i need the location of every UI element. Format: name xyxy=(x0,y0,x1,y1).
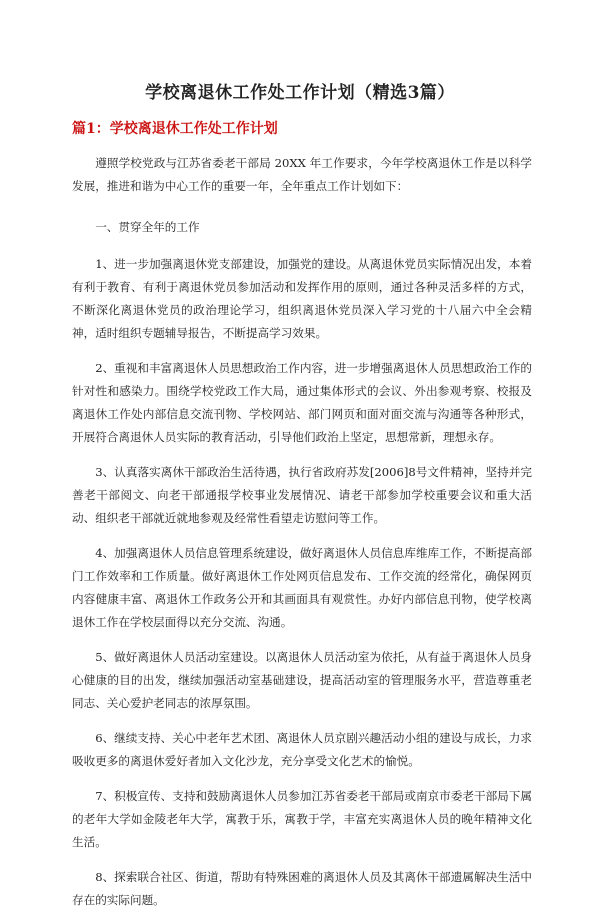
document-body xyxy=(72,152,532,924)
intro-paragraph: 遵照学校党政与江苏省委老干部局 20XX 年工作要求，今年学校离退休工作是以科学发展，推进和谐为中心工作的重要一年，全年重点工作计划如下： xyxy=(72,156,532,193)
section-heading: 篇1：学校离退休工作处工作计划 xyxy=(72,121,278,137)
paragraph-item: 7、积极宣传、支持和鼓励离退休人员参加江苏省委老干部局或南京市委老干部局下属的老年大学如金陵老年大学，寓教于乐，寓教于学，丰富充实离退休人员的晚年精神文化生活。 xyxy=(72,789,532,849)
document-title: 学校离退休工作处工作计划（精选3篇） xyxy=(145,83,455,103)
paragraph-item: 3、认真落实离休干部政治生活待遇，执行省政府苏发[2006]8号文件精神，坚持并完善老干部阅文、向老干部通报学校事业发展情况、请老干部参加学校重要会议和重大活动、组织老干部就近就地参观及经常性看望走访慰问等工作。 xyxy=(72,465,532,525)
paragraph-item: 1、进一步加强离退休党支部建设，加强党的建设。从离退休党员实际情况出发，本着有利于教育、有利于离退休党员参加活动和发挥作用的原则，通过各种灵活多样的方式，不断深化离退休党员的政治理论学习，组织离退休党员深入学习党的十八届六中全会精神，适时组织专题辅导报告，不断提高学习效果。 xyxy=(72,257,532,340)
paragraph-item: 4、加强离退休人员信息管理系统建设，做好离退休人员信息库维库工作，不断提高部门工作效率和工作质量。做好离退休工作处网页信息发布、工作交流的经常化，确保网页内容健康丰富、离退休工作政务公开和其画面具有观赏性。办好内部信息刊物，使学校离退休工作在学校层面得以充分交流、沟通。 xyxy=(72,546,532,629)
paragraph-item: 2、重视和丰富离退休人员思想政治工作内容，进一步增强离退休人员思想政治工作的针对性和感染力。围绕学校党政工作大局，通过集体形式的会议、外出参观考察、校报及离退休工作处内部信息交流刊物、学校网站、部门网页和面对面交流与沟通等各种形式，开展符合离退休人员实际的教育活动，引导他们政治上坚定，思想常新，理想永存。 xyxy=(72,361,532,444)
paragraph-item: 5、做好离退休人员活动室建设。以离退休人员活动室为依托，从有益于离退休人员身心健康的目的出发，继续加强活动室基础建设，提高活动室的管理服务水平，营造尊重老同志、关心爱护老同志的浓厚氛围。 xyxy=(72,650,532,710)
section-title: 一、贯穿全年的工作 xyxy=(95,220,200,234)
paragraph-item: 6、继续支持、关心中老年艺术团、离退休人员京剧兴趣活动小组的建设与成长，力求吸收更多的离退休爱好者加入文化沙龙，充分享受文化艺术的愉悦。 xyxy=(72,731,532,768)
paragraph-item: 8、探索联合社区、街道，帮助有特殊困难的离退休人员及其离休干部遗属解决生活中存在的实际问题。 xyxy=(72,870,532,907)
